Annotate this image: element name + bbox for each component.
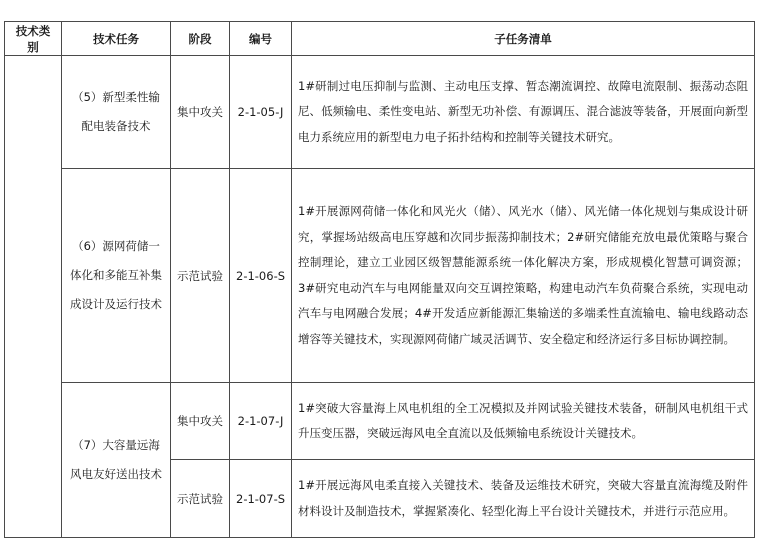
stage-cell: 示范试验 xyxy=(171,169,230,383)
subtasks-cell: 1#研制过电压抑制与监测、主动电压支撑、暂态潮流调控、故障电流限制、振荡动态阻尼、低频输电、柔性变电站、新型无功补偿、有源调压、混合滤波等装备，开展面向新型电力系统应用的新型电力电子拓扑结构和控制等关键技术研究。 xyxy=(292,56,755,169)
subtask-table xyxy=(4,21,755,538)
subtasks-cell: 1#开展源网荷储一体化和风光火（储）、风光水（储）、风光储一体化规划与集成设计研究，掌握场站级高电压穿越和次同步振荡抑制技术；2#研究储能充放电最优策略与聚合控制理论，建立工业园区级智慧能源系统一体化解决方案，形成规模化智慧可调资源；3#研究电动汽车与电网能量双向交互调控策略，构建电动汽车负荷聚合系统，实现电动汽车与电网融合发展；4#开发适应新能源汇集输送的多端柔性直流输电、输电线路动态增容等关键技术，实现源网荷储广域灵活调节、安全稳定和经济运行多目标协调控制。 xyxy=(292,169,755,383)
header-subtasks: 子任务清单 xyxy=(292,22,755,56)
task-cell: （5）新型柔性输配电装备技术 xyxy=(62,56,171,169)
code-cell: 2-1-07-S xyxy=(230,460,292,538)
code-cell: 2-1-06-S xyxy=(230,169,292,383)
code-cell: 2-1-07-J xyxy=(230,383,292,460)
table-row xyxy=(5,56,755,169)
table-row xyxy=(5,383,755,460)
code-cell: 2-1-05-J xyxy=(230,56,292,169)
subtasks-cell: 1#开展远海风电柔直接入关键技术、装备及运维技术研究，突破大容量直流海缆及附件材料设计及制造技术，掌握紧凑化、轻型化海上平台设计关键技术，并进行示范应用。 xyxy=(292,460,755,538)
category-cell xyxy=(5,56,62,538)
header-row xyxy=(5,22,755,56)
header-stage: 阶段 xyxy=(171,22,230,56)
header-category: 技术类别 xyxy=(5,22,62,56)
task-cell: （6）源网荷储一体化和多能互补集成设计及运行技术 xyxy=(62,169,171,383)
stage-cell: 集中攻关 xyxy=(171,383,230,460)
header-task: 技术任务 xyxy=(62,22,171,56)
stage-cell: 示范试验 xyxy=(171,460,230,538)
task-cell: （7）大容量远海风电友好送出技术 xyxy=(62,383,171,538)
header-code: 编号 xyxy=(230,22,292,56)
stage-cell: 集中攻关 xyxy=(171,56,230,169)
subtasks-cell: 1#突破大容量海上风电机组的全工况模拟及并网试验关键技术装备，研制风电机组干式升压变压器，突破远海风电全直流以及低频输电系统设计关键技术。 xyxy=(292,383,755,460)
table-row xyxy=(5,169,755,383)
